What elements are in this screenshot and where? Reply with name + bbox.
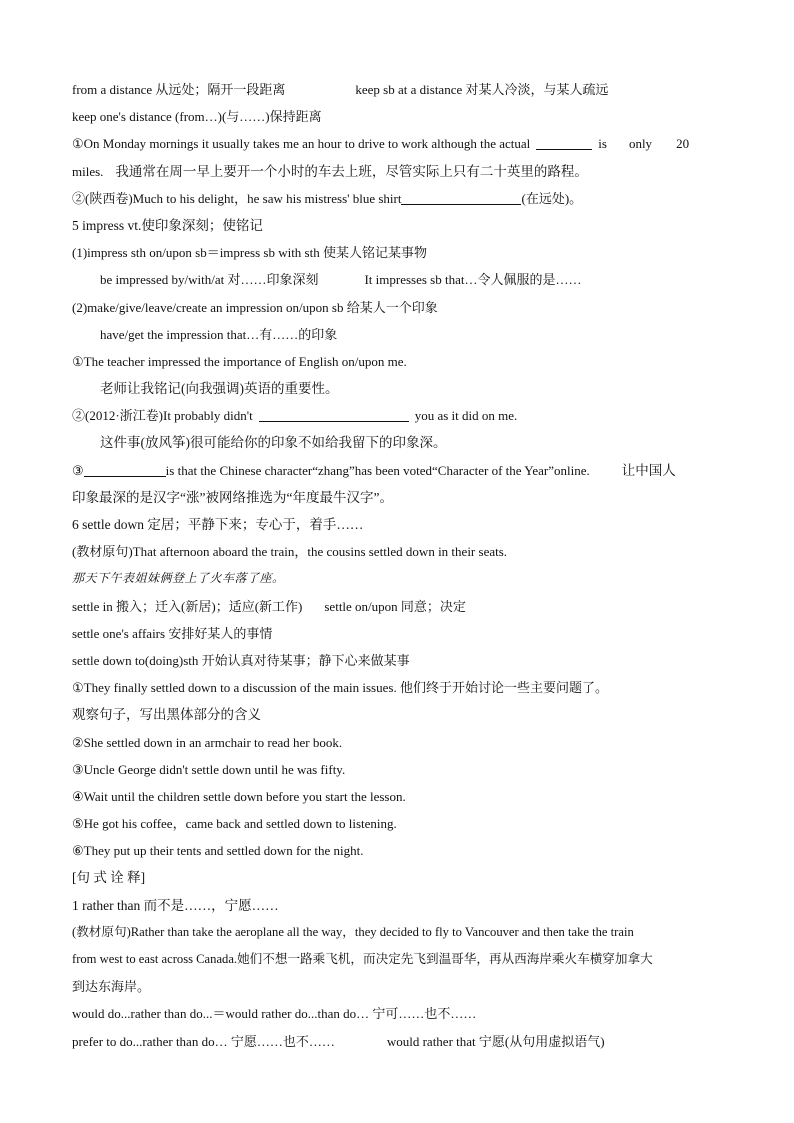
text-line: (2)make/give/leave/create an impression on/upon sb 给某人一个印象	[72, 299, 438, 315]
answer-blank[interactable]	[259, 407, 409, 422]
exercise-sentence: ②(陕西卷)Much to his delight，he saw his mistress' blue shirt (在远处)。	[72, 190, 583, 206]
textbook-sentence: (教材原句)That afternoon aboard the train，the cousins settled down in their seats.	[72, 544, 508, 560]
text-line: keep one's distance (from…)(与……)保持距离	[72, 109, 322, 125]
phrase-keep-sb-at-a-distance: keep sb at a distance 对某人冷淡，与某人疏远	[355, 82, 609, 97]
text-line: be impressed by/with/at 对……印象深刻 It impresses sb that…令人佩服的是……	[100, 272, 582, 288]
answer-blank[interactable]	[401, 190, 521, 205]
text-line: settle one's affairs 安排好某人的事情	[72, 625, 273, 641]
entry-heading-impress: 5 impress vt.使印象深刻；使铭记	[72, 217, 263, 233]
entry-heading-rather-than: 1 rather than 而不是……，宁愿……	[72, 897, 279, 913]
exercise-sentence: ③Uncle George didn't settle down until he was fifty.	[72, 761, 346, 777]
text-line: settle down to(doing)sth 开始认真对待某事；静下心来做某事	[72, 652, 410, 668]
example-translation: 老师让我铭记(向我强调)英语的重要性。	[100, 381, 339, 397]
text-line	[72, 76, 724, 103]
entry-heading-settle-down: 6 settle down 定居；平静下来；专心于，着手……	[72, 517, 364, 532]
answer-blank[interactable]	[84, 462, 166, 477]
instruction-line: 观察句子，写出黑体部分的含义	[72, 707, 261, 723]
textbook-translation: 到达东海岸。	[72, 979, 151, 995]
document-page	[72, 76, 724, 1055]
answer-blank[interactable]	[536, 135, 592, 150]
example-translation: miles. 我通常在周一早上要开一个小时的车去上班，尽管实际上只有二十英里的路程。	[72, 163, 588, 179]
exercise-sentence: ②She settled down in an armchair to read her book.	[72, 734, 343, 750]
exercise-sentence: ⑥They put up their tents and settled down for the night.	[72, 843, 364, 859]
text-line: have/get the impression that…有……的印象	[100, 326, 338, 342]
textbook-sentence: (教材原句)Rather than take the aeroplane all the way，they decided to fly to Vancouver and then take the train	[72, 924, 634, 939]
textbook-translation: 那天下午表姐妹俩登上了火车落了座。	[72, 571, 285, 586]
phrase-from-a-distance: from a distance 从远处；隔开一段距离	[72, 82, 286, 97]
text-line: settle in 搬入；迁入(新居)；适应(新工作) settle on/upon 同意；决定	[72, 598, 466, 614]
exercise-sentence: ⑤He got his coffee，came back and settled down to listening.	[72, 816, 397, 832]
section-heading-sentence-patterns: [句 式 诠 释]	[72, 870, 146, 886]
exercise-sentence: ④Wait until the children settle down before you start the lesson.	[72, 788, 406, 804]
exercise-sentence: ②(2012·浙江卷)It probably didn't you as it did on me.	[72, 408, 518, 424]
exercise-sentence: ③ is that the Chinese character“zhang”has been voted“Character of the Year”online. 让中国人	[72, 462, 676, 478]
example-sentence: ①They finally settled down to a discussion of the main issues. 他们终于开始讨论一些主要问题了。	[72, 680, 608, 696]
example-translation: 印象最深的是汉字“涨”被网络推选为“年度最牛汉字”。	[72, 489, 393, 505]
example-sentence: ①On Monday mornings it usually takes me an hour to drive to work although the actual is only 20	[72, 136, 690, 152]
text-line: would do...rather than do...＝would rather do...than do… 宁可……也不……	[72, 1006, 477, 1022]
example-sentence: ①The teacher impressed the importance of English on/upon me.	[72, 353, 407, 369]
text-line: prefer to do...rather than do… 宁愿……也不…… would rather that 宁愿(从句用虚拟语气)	[72, 1033, 605, 1049]
text-line: (1)impress sth on/upon sb＝impress sb with sth 使某人铭记某事物	[72, 245, 427, 261]
example-translation: 这件事(放风筝)很可能给你的印象不如给我留下的印象深。	[100, 435, 447, 451]
textbook-sentence: from west to east across Canada.她们不想一路乘飞机，而决定先飞到温哥华，再从西海岸乘火车横穿加拿大	[72, 952, 653, 966]
